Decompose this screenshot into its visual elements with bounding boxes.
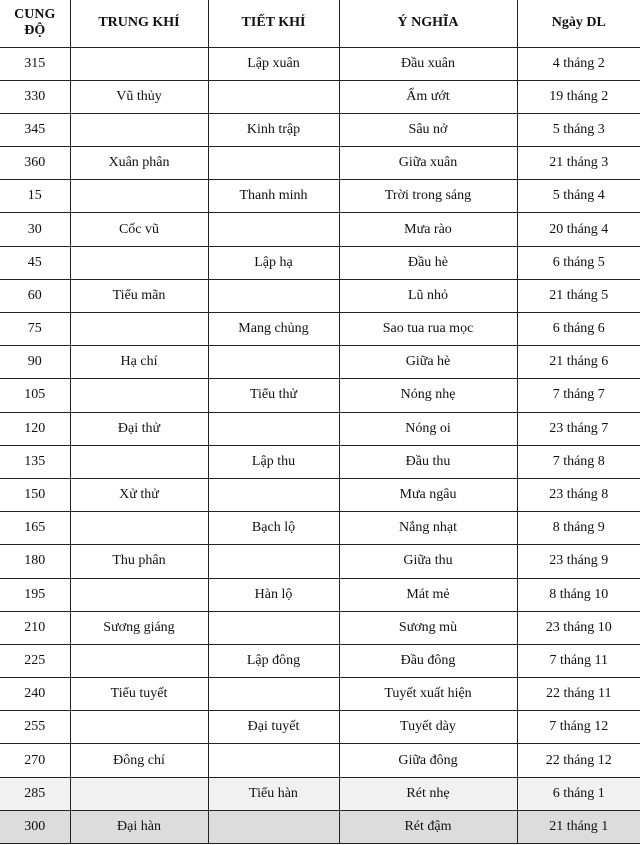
cell-tiet-khi [208, 611, 339, 644]
cell-trung-khi [70, 113, 208, 146]
table-row [0, 213, 640, 246]
cell-tiet-khi [208, 744, 339, 777]
cell-cung-do: 120 [0, 412, 70, 445]
cell-tiet-khi: Hàn lộ [208, 578, 339, 611]
cell-cung-do: 360 [0, 147, 70, 180]
table-row [0, 810, 640, 843]
cell-tiet-khi: Tiểu hàn [208, 777, 339, 810]
cell-ngay-dl: 6 tháng 5 [517, 246, 640, 279]
cell-cung-do: 330 [0, 80, 70, 113]
header-ngay-dl: Ngày DL [517, 0, 640, 47]
cell-ngay-dl: 5 tháng 4 [517, 180, 640, 213]
cell-y-nghia: Nắng nhạt [339, 512, 517, 545]
cell-trung-khi: Thu phân [70, 545, 208, 578]
cell-tiet-khi: Kinh trập [208, 113, 339, 146]
table-row [0, 777, 640, 810]
cell-ngay-dl: 7 tháng 8 [517, 445, 640, 478]
cell-cung-do: 210 [0, 611, 70, 644]
cell-ngay-dl: 4 tháng 2 [517, 47, 640, 80]
cell-tiet-khi: Lập thu [208, 445, 339, 478]
cell-tiet-khi [208, 810, 339, 843]
cell-cung-do: 30 [0, 213, 70, 246]
cell-ngay-dl: 7 tháng 12 [517, 711, 640, 744]
table-row [0, 180, 640, 213]
cell-tiet-khi: Bạch lộ [208, 512, 339, 545]
cell-tiet-khi [208, 80, 339, 113]
cell-cung-do: 270 [0, 744, 70, 777]
cell-y-nghia: Sao tua rua mọc [339, 313, 517, 346]
cell-y-nghia: Mưa ngâu [339, 478, 517, 511]
cell-tiet-khi: Tiểu thử [208, 379, 339, 412]
cell-cung-do: 60 [0, 279, 70, 312]
table-header [0, 0, 640, 47]
cell-ngay-dl: 6 tháng 1 [517, 777, 640, 810]
cell-trung-khi [70, 180, 208, 213]
cell-y-nghia: Tuyết xuất hiện [339, 678, 517, 711]
table-row [0, 611, 640, 644]
cell-ngay-dl: 23 tháng 10 [517, 611, 640, 644]
cell-ngay-dl: 21 tháng 6 [517, 346, 640, 379]
cell-trung-khi [70, 379, 208, 412]
cell-tiet-khi [208, 213, 339, 246]
cell-y-nghia: Đầu xuân [339, 47, 517, 80]
table-row [0, 711, 640, 744]
cell-cung-do: 75 [0, 313, 70, 346]
cell-trung-khi: Đông chí [70, 744, 208, 777]
cell-cung-do: 255 [0, 711, 70, 744]
cell-ngay-dl: 7 tháng 11 [517, 644, 640, 677]
cell-tiet-khi [208, 147, 339, 180]
cell-y-nghia: Giữa hè [339, 346, 517, 379]
cell-tiet-khi [208, 478, 339, 511]
cell-y-nghia: Nóng oi [339, 412, 517, 445]
table-row [0, 113, 640, 146]
cell-y-nghia: Mưa rào [339, 213, 517, 246]
cell-tiet-khi [208, 412, 339, 445]
cell-cung-do: 300 [0, 810, 70, 843]
cell-tiet-khi [208, 545, 339, 578]
cell-y-nghia: Tuyết dày [339, 711, 517, 744]
table-body [0, 47, 640, 844]
cell-ngay-dl: 21 tháng 5 [517, 279, 640, 312]
cell-ngay-dl: 6 tháng 6 [517, 313, 640, 346]
cell-trung-khi [70, 445, 208, 478]
table-row [0, 578, 640, 611]
table-row [0, 313, 640, 346]
table-row [0, 246, 640, 279]
cell-y-nghia: Đầu thu [339, 445, 517, 478]
table-row [0, 147, 640, 180]
cell-ngay-dl: 19 tháng 2 [517, 80, 640, 113]
table-row [0, 379, 640, 412]
cell-cung-do: 180 [0, 545, 70, 578]
cell-y-nghia: Đầu đông [339, 644, 517, 677]
cell-tiet-khi [208, 346, 339, 379]
cell-cung-do: 135 [0, 445, 70, 478]
cell-trung-khi [70, 47, 208, 80]
table-row [0, 412, 640, 445]
cell-ngay-dl: 22 tháng 12 [517, 744, 640, 777]
cell-ngay-dl: 23 tháng 8 [517, 478, 640, 511]
cell-trung-khi [70, 246, 208, 279]
cell-y-nghia: Ẩm ướt [339, 80, 517, 113]
cell-trung-khi: Xử thử [70, 478, 208, 511]
cell-trung-khi [70, 644, 208, 677]
cell-y-nghia: Giữa đông [339, 744, 517, 777]
cell-tiet-khi: Thanh minh [208, 180, 339, 213]
cell-trung-khi: Đại hàn [70, 810, 208, 843]
cell-ngay-dl: 23 tháng 9 [517, 545, 640, 578]
table-row [0, 346, 640, 379]
cell-cung-do: 285 [0, 777, 70, 810]
cell-cung-do: 150 [0, 478, 70, 511]
cell-cung-do: 90 [0, 346, 70, 379]
cell-cung-do: 45 [0, 246, 70, 279]
cell-ngay-dl: 22 tháng 11 [517, 678, 640, 711]
cell-tiet-khi: Lập xuân [208, 47, 339, 80]
cell-trung-khi: Đại thử [70, 412, 208, 445]
cell-trung-khi: Cốc vũ [70, 213, 208, 246]
cell-tiet-khi: Lập hạ [208, 246, 339, 279]
header-tiet-khi: TIẾT KHÍ [208, 0, 339, 47]
cell-y-nghia: Lũ nhỏ [339, 279, 517, 312]
cell-y-nghia: Sâu nở [339, 113, 517, 146]
table-row [0, 279, 640, 312]
cell-cung-do: 165 [0, 512, 70, 545]
cell-y-nghia: Rét nhẹ [339, 777, 517, 810]
header-trung-khi: TRUNG KHÍ [70, 0, 208, 47]
cell-y-nghia: Trời trong sáng [339, 180, 517, 213]
cell-ngay-dl: 5 tháng 3 [517, 113, 640, 146]
cell-y-nghia: Sương mù [339, 611, 517, 644]
header-row [0, 0, 640, 47]
cell-y-nghia: Rét đậm [339, 810, 517, 843]
cell-y-nghia: Mát mẻ [339, 578, 517, 611]
table-row [0, 445, 640, 478]
cell-tiet-khi: Mang chủng [208, 313, 339, 346]
header-cung-do: CUNG ĐỘ [0, 0, 70, 47]
cell-ngay-dl: 20 tháng 4 [517, 213, 640, 246]
cell-trung-khi [70, 711, 208, 744]
cell-tiet-khi: Đại tuyết [208, 711, 339, 744]
table-row [0, 478, 640, 511]
cell-ngay-dl: 21 tháng 3 [517, 147, 640, 180]
cell-trung-khi [70, 512, 208, 545]
table-row [0, 545, 640, 578]
cell-cung-do: 15 [0, 180, 70, 213]
cell-y-nghia: Giữa thu [339, 545, 517, 578]
cell-cung-do: 240 [0, 678, 70, 711]
cell-y-nghia: Giữa xuân [339, 147, 517, 180]
cell-ngay-dl: 7 tháng 7 [517, 379, 640, 412]
table-row [0, 47, 640, 80]
cell-cung-do: 225 [0, 644, 70, 677]
table-row [0, 80, 640, 113]
table-row [0, 678, 640, 711]
cell-trung-khi: Tiểu tuyết [70, 678, 208, 711]
table-row [0, 644, 640, 677]
cell-y-nghia: Đầu hè [339, 246, 517, 279]
cell-ngay-dl: 21 tháng 1 [517, 810, 640, 843]
cell-trung-khi: Vũ thủy [70, 80, 208, 113]
cell-trung-khi [70, 578, 208, 611]
cell-y-nghia: Nóng nhẹ [339, 379, 517, 412]
cell-ngay-dl: 8 tháng 10 [517, 578, 640, 611]
cell-cung-do: 345 [0, 113, 70, 146]
header-y-nghia: Ý NGHĨA [339, 0, 517, 47]
cell-cung-do: 315 [0, 47, 70, 80]
cell-cung-do: 105 [0, 379, 70, 412]
cell-ngay-dl: 23 tháng 7 [517, 412, 640, 445]
cell-tiet-khi [208, 678, 339, 711]
cell-trung-khi [70, 313, 208, 346]
cell-tiet-khi: Lập đông [208, 644, 339, 677]
table-row [0, 744, 640, 777]
cell-ngay-dl: 8 tháng 9 [517, 512, 640, 545]
cell-trung-khi: Hạ chí [70, 346, 208, 379]
cell-trung-khi [70, 777, 208, 810]
cell-tiet-khi [208, 279, 339, 312]
cell-trung-khi: Xuân phân [70, 147, 208, 180]
cell-trung-khi: Tiểu mãn [70, 279, 208, 312]
table-row [0, 512, 640, 545]
cell-trung-khi: Sương giáng [70, 611, 208, 644]
cell-cung-do: 195 [0, 578, 70, 611]
